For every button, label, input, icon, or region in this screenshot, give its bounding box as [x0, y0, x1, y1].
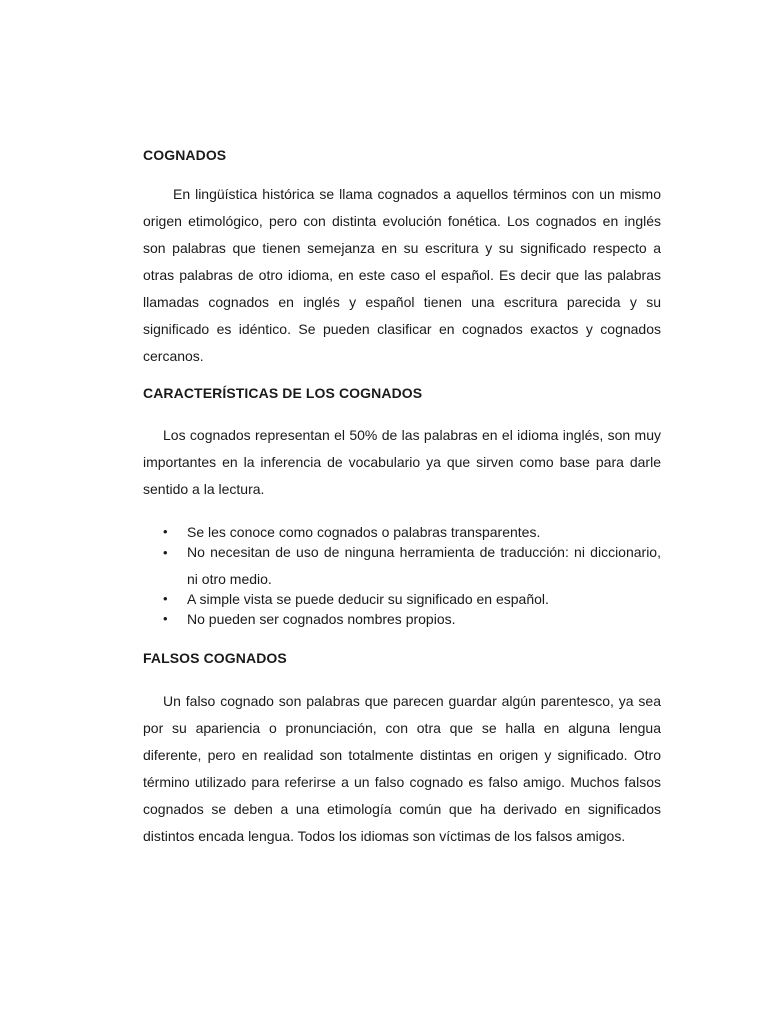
document-body: [143, 146, 661, 850]
list-item-text: A simple vista se puede deducir su significado en español.: [187, 591, 549, 607]
bullet-list: [143, 522, 661, 629]
heading-caracteristicas: CARACTERÍSTICAS DE LOS COGNADOS: [143, 385, 423, 401]
list-item: [143, 609, 661, 629]
list-item: [143, 589, 661, 609]
paragraph-caracteristicas: Los cognados representan el 50% de las palabras en el idioma inglés, son muy importantes en la inferencia de vocabulario ya que sirven como base para darle sentido a la lectura.: [143, 427, 661, 497]
list-item: [143, 539, 661, 593]
heading-falsos-cognados: FALSOS COGNADOS: [143, 650, 287, 666]
list-item-text: No pueden ser cognados nombres propios.: [187, 611, 456, 627]
list-item-text: Se les conoce como cognados o palabras transparentes.: [187, 524, 541, 540]
paragraph-falsos-cognados: Un falso cognado son palabras que parecen guardar algún parentesco, ya sea por su apariencia o pronunciación, con otra que se halla en alguna lengua diferente, pero en realidad son totalmente distintas en origen y significado. Otro término utilizado para referirse a un falso cognado es falso amigo. Muchos falsos cognados se deben a una etimología común que ha derivado en significados distintos encada lengua. Todos los idiomas son víctimas de los falsos amigos.: [143, 693, 661, 844]
list-item-text: No necesitan de uso de ninguna herramienta de traducción: ni diccionario, ni otro medio.: [187, 544, 661, 587]
bullet-icon: •: [163, 524, 168, 539]
bullet-icon: •: [163, 611, 168, 626]
bullet-icon: •: [163, 591, 168, 606]
paragraph-cognados: En lingüística histórica se llama cognados a aquellos términos con un mismo origen etimológico, pero con distinta evolución fonética. Los cognados en inglés son palabras que tienen semejanza en su escritura y su significado respecto a otras palabras de otro idioma, en este caso el español. Es decir que las palabras llamadas cognados en inglés y español tienen una escritura parecida y su significado es idéntico. Se pueden clasificar en cognados exactos y cognados cercanos.: [143, 186, 661, 364]
bullet-icon: •: [163, 545, 168, 560]
heading-cognados: COGNADOS: [143, 147, 227, 163]
